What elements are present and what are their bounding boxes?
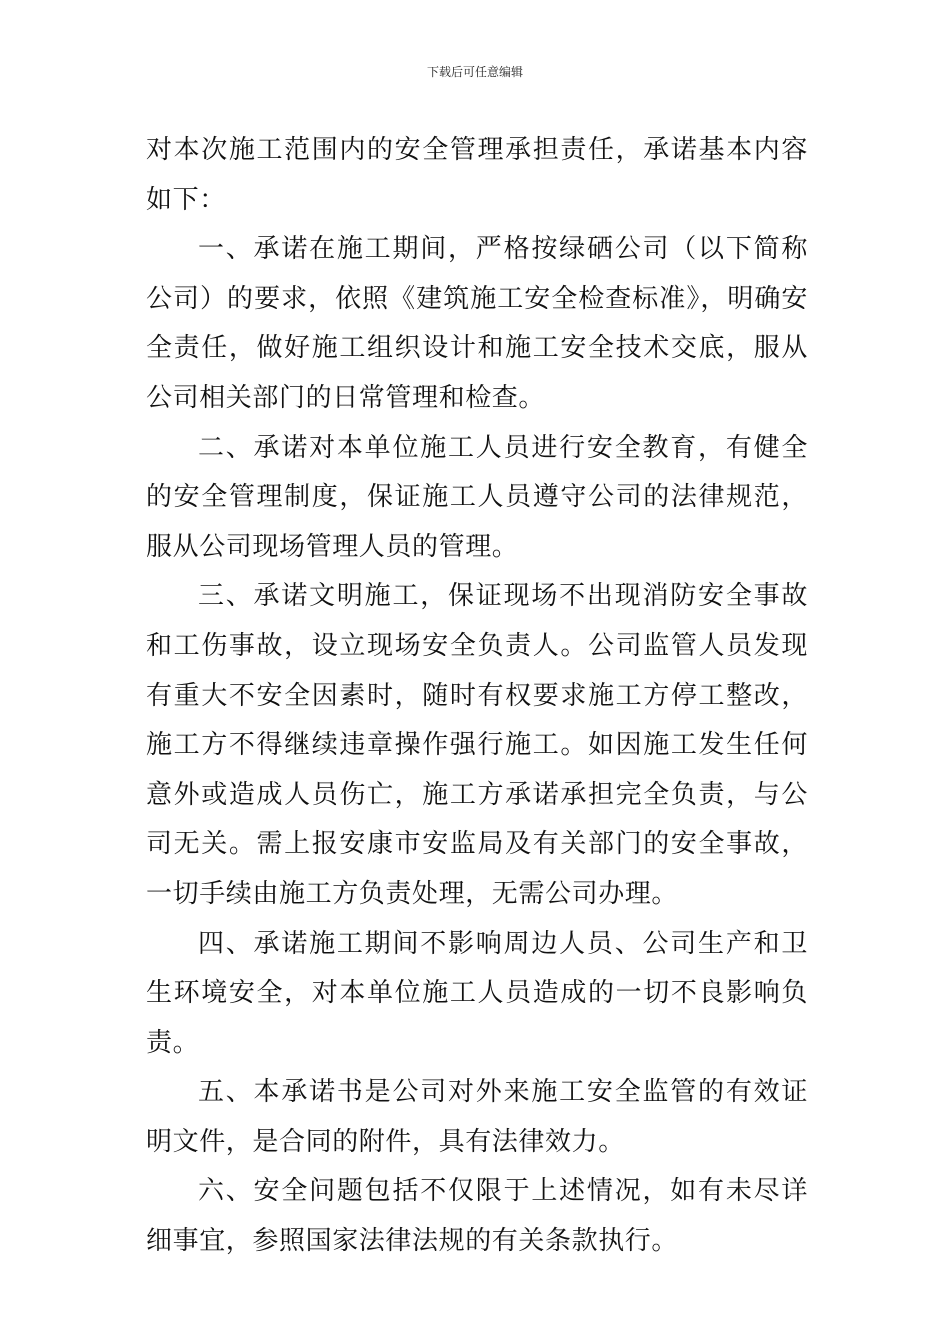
document-body xyxy=(146,126,808,1267)
paragraph-clause-1: 一、承诺在施工期间，严格按绿硒公司（以下简称公司）的要求，依照《建筑施工安全检查标准》，明确安全责任，做好施工组织设计和施工安全技术交底，服从公司相关部门的日常管理和检查。 xyxy=(146,234,808,413)
paragraph-intro: 对本次施工范围内的安全管理承担责任，承诺基本内容如下： xyxy=(146,135,808,215)
paragraph-clause-2: 二、承诺对本单位施工人员进行安全教育，有健全的安全管理制度，保证施工人员遵守公司的法律规范，服从公司现场管理人员的管理。 xyxy=(146,432,808,562)
paragraph-clause-5: 五、本承诺书是公司对外来施工安全监管的有效证明文件，是合同的附件，具有法律效力。 xyxy=(146,1077,808,1157)
page-header: 下载后可任意编辑 xyxy=(426,65,523,79)
paragraph-clause-6: 六、安全问题包括不仅限于上述情况，如有未尽详细事宜，参照国家法律法规的有关条款执行。 xyxy=(146,1176,808,1257)
paragraph-clause-4: 四、承诺施工期间不影响周边人员、公司生产和卫生环境安全，对本单位施工人员造成的一切不良影响负责。 xyxy=(146,928,808,1058)
paragraph-clause-3: 三、承诺文明施工，保证现场不出现消防安全事故和工伤事故，设立现场安全负责人。公司监管人员发现有重大不安全因素时，随时有权要求施工方停工整改，施工方不得继续违章操作强行施工。如因施工发生任何意外或造成人员伤亡，施工方承诺承担完全负责，与公司无关。需上报安康市安监局及有关部门的安全事故，一切手续由施工方负责处理，无需公司办理。 xyxy=(146,581,808,909)
